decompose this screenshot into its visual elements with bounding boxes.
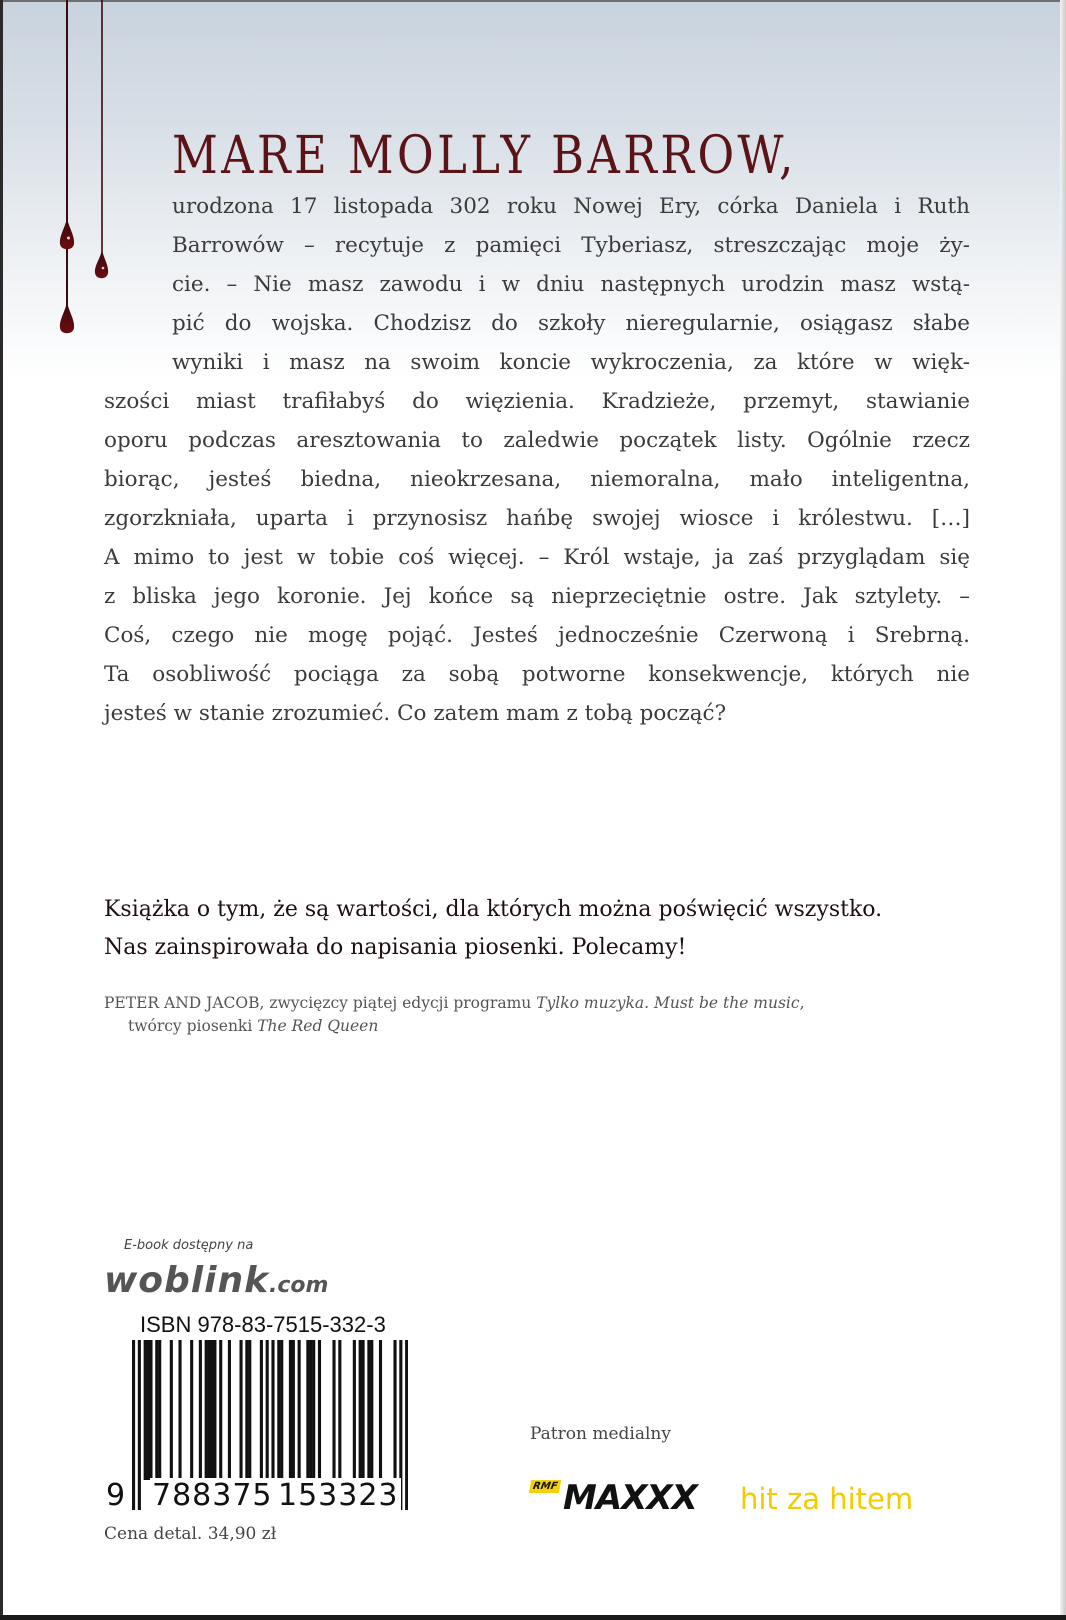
woblink-domain: .com (269, 1273, 329, 1298)
blood-drips-illustration (0, 0, 160, 360)
barcode-bar (359, 1340, 362, 1480)
scan-bottom-edge (0, 1615, 1066, 1620)
blurb-line: pić do wojska. Chodzisz do szkoły nieregularnie, osiągasz słabe (172, 311, 970, 336)
barcode-guard-bar (405, 1340, 408, 1510)
barcode-bar (260, 1340, 263, 1480)
barcode-bar (144, 1340, 147, 1480)
barcode-bar (309, 1340, 312, 1480)
attribution-text: , zwycięzcy piątej edycji programu (259, 994, 537, 1012)
isbn-label: ISBN 978-83-7515-332-3 (140, 1312, 386, 1337)
barcode-bar (213, 1340, 216, 1480)
barcode-bar (289, 1340, 292, 1480)
attribution-author: PETER AND JACOB (104, 994, 260, 1012)
barcode-bar (292, 1340, 295, 1480)
ebook-availability-label: E-book dostępny na (124, 1238, 254, 1253)
barcode-bar (158, 1340, 161, 1480)
barcode-bar (312, 1340, 315, 1480)
barcode-bar (228, 1340, 231, 1480)
barcode-bar (306, 1340, 309, 1480)
quote-attribution (104, 992, 984, 1014)
blurb-line: oporu podczas aresztowania to zaledwie początek listy. Ogólnie rzecz (104, 428, 970, 453)
character-name-title: MARE MOLLY BARROW, (172, 126, 797, 186)
rmf-badge-logo: RMF (529, 1480, 562, 1493)
ean-left-digits: 788375 (152, 1478, 273, 1513)
rmf-maxxx-logo: MAXXX (563, 1478, 697, 1518)
program-title: Tylko muzyka. Must be the music (536, 994, 800, 1012)
barcode-bar (210, 1340, 213, 1480)
barcode-bar (362, 1340, 365, 1480)
woblink-logo (104, 1260, 328, 1301)
barcode-bar (199, 1340, 202, 1480)
barcode-bar (332, 1340, 335, 1480)
barcode-bar (318, 1340, 321, 1480)
barcode-bar (170, 1340, 173, 1480)
barcode-bar (367, 1340, 370, 1480)
blurb-line: urodzona 17 listopada 302 roku Nowej Ery, córka Daniela i Ruth (172, 194, 970, 219)
song-title: The Red Queen (257, 1017, 379, 1035)
drip-right (95, 0, 108, 278)
blurb-line: cie. – Nie masz zawodu i w dniu następnych urodzin masz wstą- (172, 272, 970, 297)
barcode-bar (239, 1340, 242, 1480)
blurb-line: zgorzkniała, uparta i przynosisz hańbę swojej wiosce i królestwu. […] (104, 506, 970, 531)
barcode-bar (149, 1340, 152, 1480)
blurb-line: A mimo to jest w tobie coś więcej. – Król wstaje, ja zaś przyglądam się (104, 545, 970, 570)
barcode-bar (219, 1340, 222, 1480)
scan-right-edge (1060, 0, 1066, 1620)
quote-attribution-line2 (128, 1015, 1008, 1037)
barcode-bar (190, 1340, 193, 1480)
barcode-bar (277, 1340, 280, 1480)
blurb-line: Barrowów – recytuje z pamięci Tyberiasz, streszczając moje ży- (172, 233, 970, 258)
ean-first-digit: 9 (106, 1478, 126, 1513)
radio-slogan: hit za hitem (740, 1482, 914, 1516)
blurb-line: z bliska jego koronie. Jej końce są nieprzeciętnie ostre. Jak sztylety. – (104, 584, 970, 609)
barcode-bar (245, 1340, 248, 1480)
blurb-line: Coś, czego nie mogę pojąć. Jesteś jednocześnie Czerwoną i Srebrną. (104, 623, 970, 648)
barcode-guard-bar (138, 1340, 141, 1510)
blurb-line: jesteś w stanie zrozumieć. Co zatem mam z tobą począć? (104, 701, 727, 726)
blurb-line: biorąc, jesteś biedna, nieokrzesana, niemoralna, mało inteligentna, (104, 467, 970, 492)
ean-right-digits: 153323 (278, 1478, 399, 1513)
barcode-bar (379, 1340, 382, 1480)
barcode-bar (205, 1340, 208, 1480)
barcode-bar (155, 1340, 158, 1480)
blurb-line: szości miast trafiłabyś do więzienia. Kradzieże, przemyt, stawianie (104, 389, 970, 414)
barcode-bar (338, 1340, 341, 1480)
barcode-bar (370, 1340, 373, 1480)
retail-price: Cena detal. 34,90 zł (104, 1524, 277, 1544)
blurb-line: wyniki i masz na swoim koncie wykroczenia, za które w więk- (172, 350, 970, 375)
barcode-bar (298, 1340, 301, 1480)
barcode-guard-bar (132, 1340, 135, 1510)
barcode-bar (208, 1340, 211, 1480)
barcode-bar (280, 1340, 283, 1480)
blurb-line: Ta osobliwość pociąga za sobą potworne konsekwencje, których nie (104, 662, 970, 687)
attribution-text: twórcy piosenki (128, 1017, 258, 1035)
quote-line: Książka o tym, że są wartości, dla których można poświęcić wszystko. (104, 897, 883, 922)
barcode-bar (147, 1340, 150, 1480)
drip-left (60, 0, 74, 333)
barcode-bar (353, 1340, 356, 1480)
barcode-bar (178, 1340, 181, 1480)
woblink-brand: woblink (104, 1260, 270, 1301)
barcode-bar (393, 1340, 396, 1480)
attribution-text: , (799, 994, 805, 1012)
barcode-bar (248, 1340, 251, 1480)
media-patron-label: Patron medialny (530, 1424, 671, 1444)
quote-line: Nas zainspirowała do napisania piosenki. Polecamy! (104, 935, 687, 960)
